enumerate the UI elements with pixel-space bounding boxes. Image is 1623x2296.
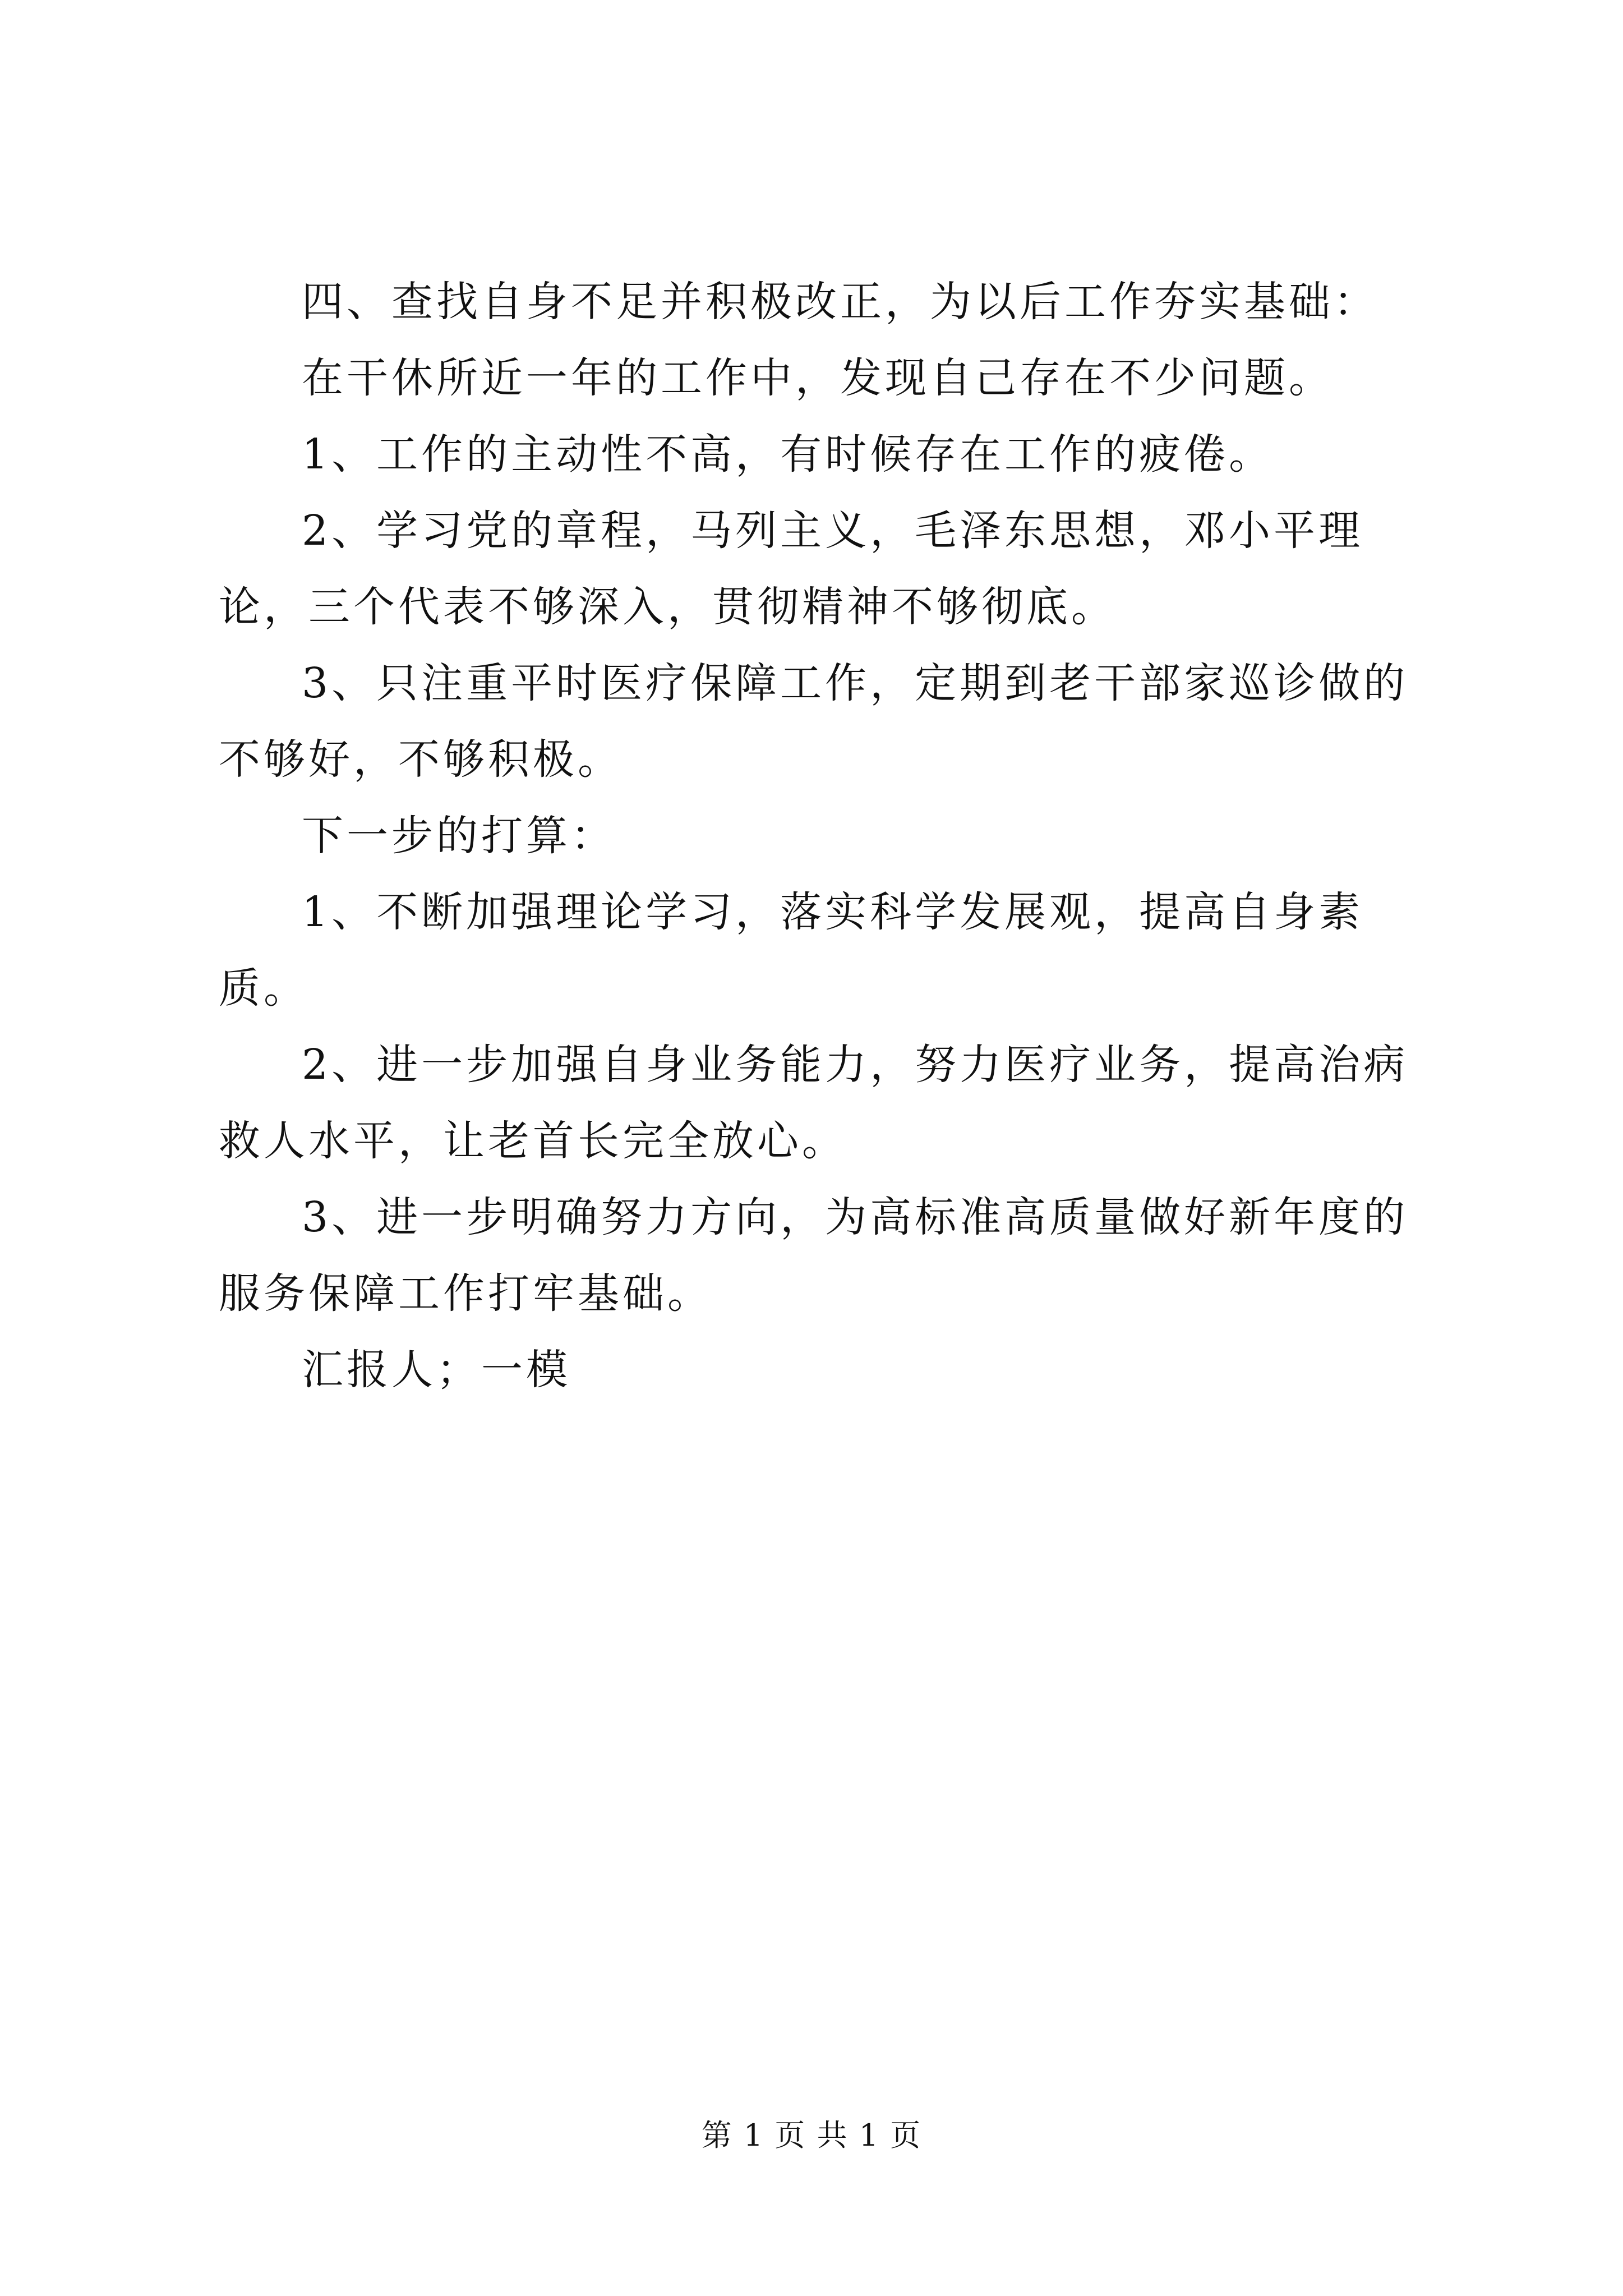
plan-item-2: 2、进一步加强自身业务能力，努力医疗业务，提高治病救人水平，让老首长完全放心。: [219, 1041, 1409, 1165]
reporter-signature-line: 汇报人；一模: [302, 1346, 571, 1394]
next-steps-heading: 下一步的打算：: [302, 812, 616, 860]
problem-item-2: 2、学习党的章程，马列主义，毛泽东思想，邓小平理论，三个代表不够深入，贯彻精神不够彻底。: [219, 507, 1364, 631]
problem-item-1: 1、工作的主动性不高，有时候存在工作的疲倦。: [302, 430, 1274, 478]
plan-item-3: 3、进一步明确努力方向，为高标准高质量做好新年度的服务保障工作打牢基础。: [219, 1193, 1409, 1318]
section-heading-four: 四、查找自身不足并积极改正，为以后工作夯实基础：: [302, 278, 1378, 326]
problem-item-3: 3、只注重平时医疗保障工作，定期到老干部家巡诊做的不够好，不够积极。: [219, 659, 1409, 784]
paragraph-problems-intro: 在干休所近一年的工作中，发现自己存在不少问题。: [302, 354, 1334, 402]
plan-item-1: 1、不断加强理论学习，落实科学发展观，提高自身素质。: [219, 888, 1364, 1013]
document-body: [219, 264, 1441, 1408]
page-footer: 第 1 页 共 1 页: [701, 2118, 922, 2153]
